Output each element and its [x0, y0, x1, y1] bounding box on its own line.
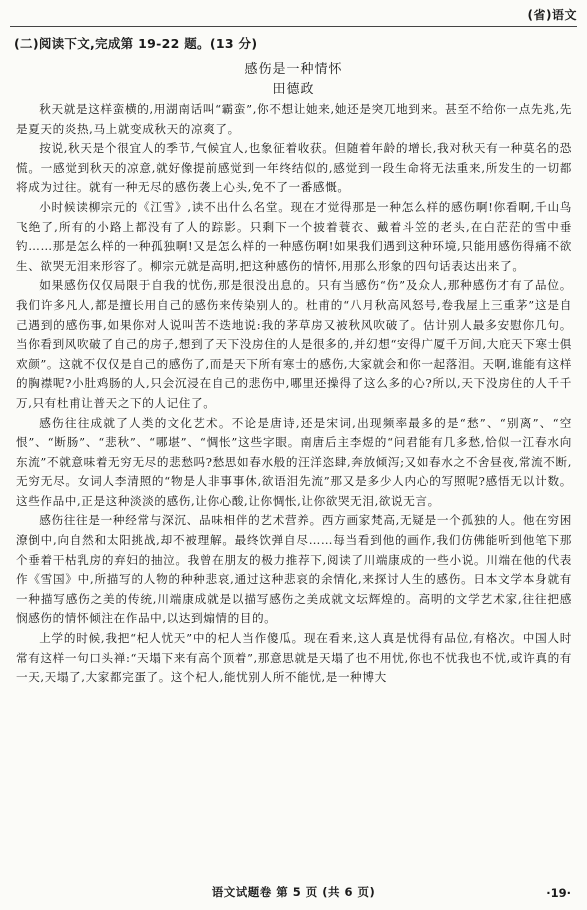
header-divider [10, 26, 577, 27]
page-number: ·19· [546, 886, 571, 900]
article-paragraph: 感伤往往是一种经常与深沉、品味相伴的艺术营养。西方画家梵高,无疑是一个孤独的人。他在穷困潦倒中,向自然和太阳挑战,却不被理解。最终饮弹自尽……每当看到他的画作,我们仿佛能听到他笔下那个垂着干枯乳房的弃妇的抽泣。我曾在朋友的极力推荐下,阅读了川端康成的一些小说。川端在他的代表作《雪国》中,所描写的人物的种种悲哀,通过这种悲哀的余情化,来探讨人生的感伤。日本文学本身就有一种描写感伤之美的传统,川端康成就是以描写感伤之美成就文坛辉煌的。高明的文学艺术家,往往把感悯感伤的情怀倾注在作品中,以达到煽情的目的。 [16, 513, 572, 626]
article-paragraph: 按说,秋天是个很宜人的季节,气候宜人,也象征着收获。但随着年龄的增长,我对秋天有一种莫名的恐慌。一感觉到秋天的凉意,就好像提前感觉到一年终结似的,感觉到一段生命将无法重来,所发生的一切都将成为过往。就有一种无尽的感伤袭上心头,免不了一番感慨。 [16, 141, 572, 195]
article-paragraph: 小时候读柳宗元的《江雪》,读不出什么名堂。现在才觉得那是一种怎么样的感伤啊!你看啊,千山鸟飞绝了,所有的小路上都没有了人的踪影。只剩下一个披着蓑衣、戴着斗笠的老头,在白茫茫的雪中垂钓……那是怎么样的一种孤独啊!又是怎么样的一种感伤啊!如果我们遇到这种环境,只能用感伤得痛不欲生、欲哭无泪来形容了。柳宗元就是高明,把这种感伤的情怀,用那么形象的四句话表达出来了。 [16, 199, 572, 273]
article-title: 感伤是一种情怀 [244, 62, 343, 77]
page-footer: 语文试题卷 第 5 页 (共 6 页) [211, 885, 376, 899]
section-heading: (二)阅读下文,完成第 19-22 题。(13 分) [14, 36, 258, 51]
article-paragraph: 上学的时候,我把“杞人忧天”中的杞人当作傻瓜。现在看来,这人真是忧得有品位,有格次。中国人时常有这样一句口头禅:“天塌下来有高个顶着”,那意思就是天塌了也不用忧,你也不忧我也不忧,或许真的有一天,天塌了,大家都完蛋了。这个杞人,能忧别人所不能忧,是一种博大 [16, 631, 572, 685]
subject-tag: (省)语文 [527, 8, 577, 22]
article-paragraph: 如果感伤仅仅局限于自我的忧伤,那是很没出息的。只有当感伤“伤”及众人,那种感伤才有了品位。我们许多凡人,都是擅长用自己的感伤来传染别人的。杜甫的“八月秋高风怒号,卷我屋上三重茅”这是自己遇到的感伤事,如果你对人说叫苦不迭地说:我的茅草房又被秋风吹破了。估计别人最多安慰你几句。当你看到风吹破了自己的房子,想到了天下没房住的人是很多的,并幻想“安得广厦千万间,大庇天下寒士俱欢颜”。这就不仅仅是自己的感伤了,而是天下所有寒士的感伤,大家就会和你一起落泪。天啊,谁能有这样的胸襟呢?小肚鸡肠的人,只会沉浸在自己的悲伤中,哪里还操得了这么多的心?所以,天下没房住的人千千万,只有杜甫让普天之下的人记住了。 [16, 278, 572, 410]
article-paragraph: 秋天就是这样蛮横的,用湖南话叫“霸蛮”,你不想让她来,她还是突兀地到来。甚至不给你一点先兆,先是夏天的炎热,马上就变成秋天的凉爽了。 [16, 102, 572, 136]
article-author: 田德政 [272, 82, 315, 97]
article-body [16, 100, 572, 688]
article-paragraph: 感伤往往成就了人类的文化艺术。不论是唐诗,还是宋词,出现频率最多的是“愁”、“别离”、“空恨”、“断肠”、“悲秋”、“哪堪”、“惆怅”这些字眼。南唐后主李煜的“问君能有几多愁,恰似一江春水向东流”不就意味着无穷无尽的悲愁吗?愁思如春水般的汪洋恣肆,奔放倾泻;又如春水之不舍昼夜,常流不断,无穷无尽。女词人李清照的“物是人非事事休,欲语泪先流”那又是多少人内心的写照呢?感悟无以计数。这些作品中,正是这种淡淡的感伤,让你心酸,让你惆怅,让你欲哭无泪,欲说无言。 [16, 415, 572, 508]
